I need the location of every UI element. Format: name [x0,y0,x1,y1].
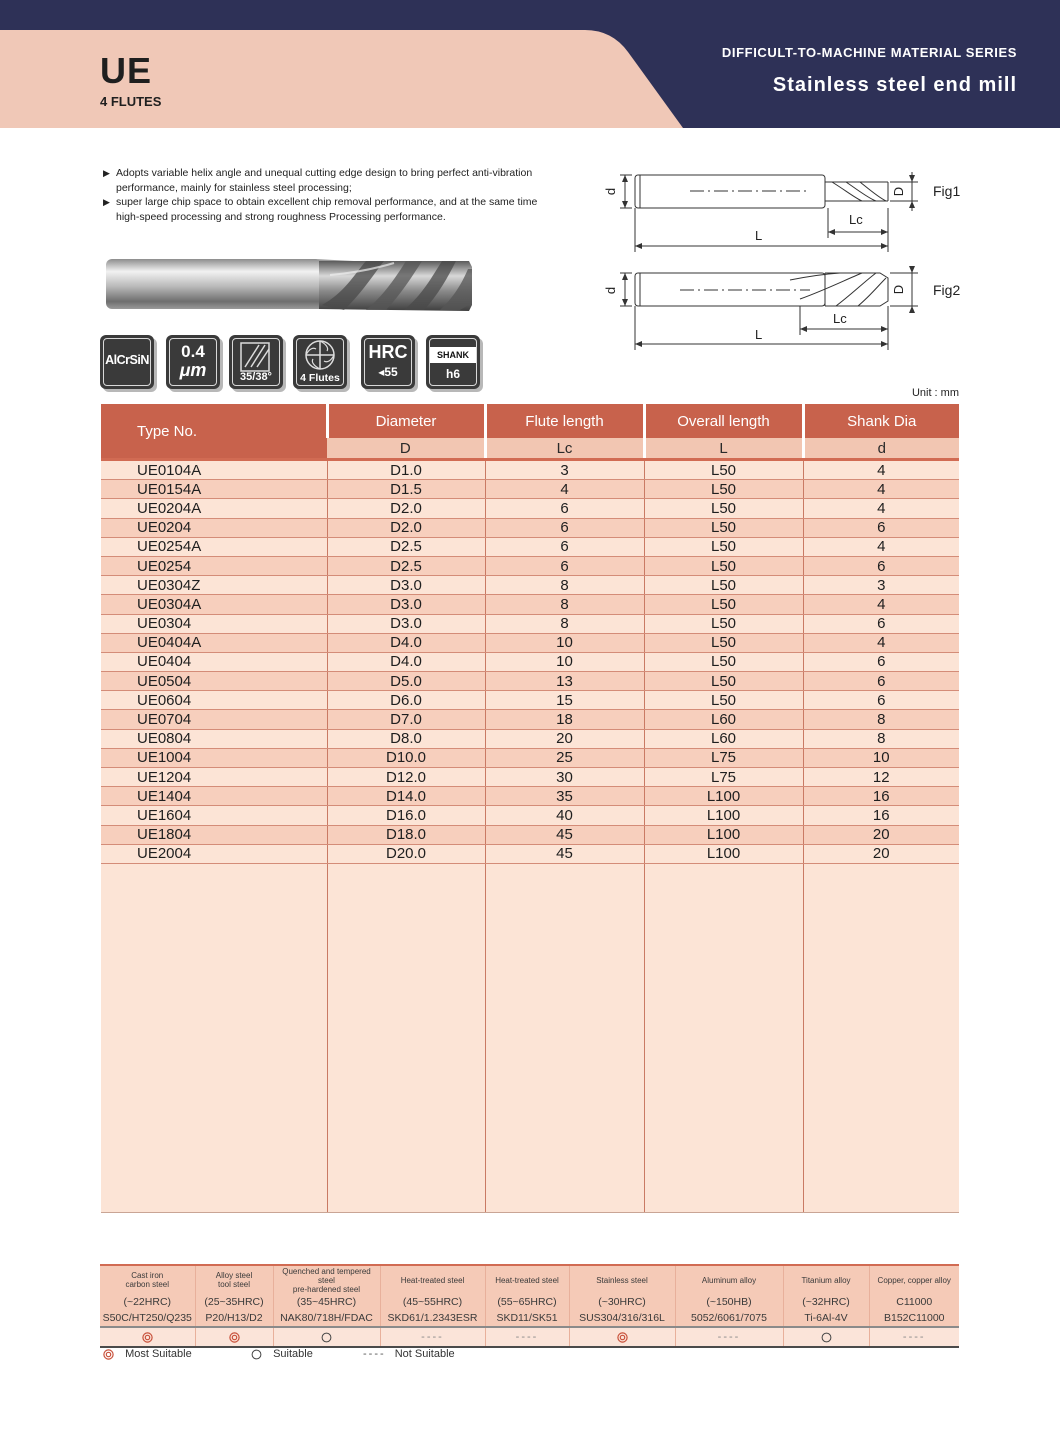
cell-overall-length: L60 [644,710,803,729]
material-grades: S50C/HT250/Q235 [100,1310,195,1327]
table-row [101,787,959,806]
cell-type-no: UE0204A [101,499,327,518]
cell-diameter: D7.0 [327,710,485,729]
material-hardness-row [100,1294,959,1310]
material-name: Alloy steel tool steel [195,1265,273,1294]
material-hardness: (~32HRC) [783,1294,869,1310]
cell-type-no: UE0604 [101,691,327,710]
cell-flute-length: 45 [485,825,644,844]
material-hardness: (~22HRC) [100,1294,195,1310]
cell-type-no: UE0504 [101,672,327,691]
cell-shank-dia: 6 [803,556,959,575]
cell-diameter: D3.0 [327,614,485,633]
cell-type-no: UE0804 [101,729,327,748]
table-row [101,499,959,518]
cell-shank-dia: 4 [803,595,959,614]
dim-l-label: L [755,228,763,243]
helix-icon [229,339,283,375]
material-name: Stainless steel [569,1265,675,1294]
cell-overall-length: L75 [644,748,803,767]
cell-shank-dia: 3 [803,576,959,595]
cell-type-no: UE1404 [101,787,327,806]
table-row [101,652,959,671]
cell-type-no: UE0304A [101,595,327,614]
dim-l-label: L [755,327,763,342]
suitable-icon [783,1327,869,1347]
bullet-text: super large chip space to obtain excellent chip removal performance, and at the same time high-speed processing and strong roughness Processing performance. [116,196,538,223]
product-name: Stainless steel end mill [772,74,1017,96]
table-row [101,748,959,767]
cell-flute-length: 20 [485,729,644,748]
cell-overall-length: L50 [644,499,803,518]
cell-flute-length: 40 [485,806,644,825]
dimension-figures [600,160,961,365]
material-grades-row [100,1310,959,1327]
bullet-arrow-icon: ▶ [103,197,110,207]
not-suitable-mark: ---- [675,1327,783,1347]
material-hardness: (~150HB) [675,1294,783,1310]
table-row [101,710,959,729]
symbol-d: d [803,438,959,460]
cell-flute-length: 8 [485,614,644,633]
description-bullet [103,195,563,224]
cell-diameter: D18.0 [327,825,485,844]
material-hardness: (35~45HRC) [273,1294,380,1310]
header-diameter: Diameter [327,404,485,438]
cell-diameter: D6.0 [327,691,485,710]
cell-shank-dia: 16 [803,806,959,825]
cell-diameter: D5.0 [327,672,485,691]
cell-shank-dia: 16 [803,787,959,806]
end-mill-illustration [104,253,484,317]
description [103,166,563,224]
cell-diameter: D2.0 [327,499,485,518]
cell-diameter: D14.0 [327,787,485,806]
less-than-icon: ◂ [378,365,385,379]
cell-type-no: UE0154A [101,480,327,499]
cell-diameter: D3.0 [327,595,485,614]
table-row [101,691,959,710]
cell-overall-length: L50 [644,614,803,633]
not-suitable-mark: ---- [380,1327,485,1347]
cell-flute-length: 45 [485,844,644,863]
table-empty-area [101,863,959,1212]
material-name: Heat-treated steel [380,1265,485,1294]
cell-type-no: UE0404A [101,633,327,652]
cell-flute-length: 25 [485,748,644,767]
material-name: Copper, copper alloy [869,1265,959,1294]
material-hardness: (55~65HRC) [485,1294,569,1310]
table-row [101,672,959,691]
cell-overall-length: L50 [644,537,803,556]
cell-type-no: UE1004 [101,748,327,767]
cell-type-no: UE0254 [101,556,327,575]
most-suitable-icon [569,1327,675,1347]
cell-overall-length: L50 [644,480,803,499]
symbol-D: D [327,438,485,460]
cell-overall-length: L50 [644,595,803,614]
cell-shank-dia: 20 [803,844,959,863]
dim-lc-label: Lc [849,212,863,227]
dim-d-label: d [603,187,619,196]
cell-type-no: UE2004 [101,844,327,863]
material-name: Quenched and tempered steel pre-hardened steel [273,1265,380,1294]
shank-badge: SHANK h6 [426,335,480,389]
material-grades: P20/H13/D2 [195,1310,273,1327]
double-circle-icon [103,1349,114,1360]
material-rating-row [100,1327,959,1347]
cell-shank-dia: 8 [803,710,959,729]
cell-shank-dia: 4 [803,460,959,480]
table-row [101,614,959,633]
header-overall-length: Overall length [644,404,803,438]
dim-D-label: D [891,186,907,197]
cell-overall-length: L60 [644,729,803,748]
cell-shank-dia: 6 [803,614,959,633]
cell-diameter: D2.5 [327,537,485,556]
cell-diameter: D4.0 [327,652,485,671]
table-row [101,806,959,825]
fig2-label: Fig2 [933,282,961,298]
cell-diameter: D2.0 [327,518,485,537]
table-row [101,825,959,844]
legend-suitable-label: Suitable [273,1348,313,1360]
cell-overall-length: L100 [644,806,803,825]
material-grades: B152C11000 [869,1310,959,1327]
legend-most-label: Most Suitable [125,1348,192,1360]
cell-overall-length: L50 [644,460,803,480]
material-hardness: (25~35HRC) [195,1294,273,1310]
header-type-no: Type No. [101,404,327,460]
cell-type-no: UE0104A [101,460,327,480]
cell-type-no: UE0404 [101,652,327,671]
table-row [101,518,959,537]
description-bullet [103,166,563,195]
flutes-badge: 4 Flutes [293,335,347,389]
cell-flute-length: 15 [485,691,644,710]
cell-shank-dia: 10 [803,748,959,767]
cell-overall-length: L100 [644,825,803,844]
cell-diameter: D2.5 [327,556,485,575]
legend-not-label: Not Suitable [394,1348,455,1360]
material-grades: NAK80/718H/FDAC [273,1310,380,1327]
cell-shank-dia: 4 [803,499,959,518]
flutes-subtitle: 4 FLUTES [100,94,162,109]
cell-flute-length: 8 [485,595,644,614]
material-name: Cast iron carbon steel [100,1265,195,1294]
cell-type-no: UE0304 [101,614,327,633]
material-grades: 5052/6061/7075 [675,1310,783,1327]
cell-type-no: UE1804 [101,825,327,844]
cell-diameter: D1.5 [327,480,485,499]
material-name: Aluminum alloy [675,1265,783,1294]
cell-shank-dia: 4 [803,633,959,652]
table-row [101,480,959,499]
material-name: Titanium alloy [783,1265,869,1294]
cell-flute-length: 6 [485,499,644,518]
page-header [0,0,1060,128]
cell-type-no: UE0204 [101,518,327,537]
cell-type-no: UE0304Z [101,576,327,595]
cell-overall-length: L50 [644,633,803,652]
cell-shank-dia: 12 [803,768,959,787]
unit-label: Unit : mm [911,387,959,399]
cell-flute-length: 10 [485,652,644,671]
cell-shank-dia: 4 [803,480,959,499]
legend-suitable [251,1348,313,1360]
cell-diameter: D16.0 [327,806,485,825]
table-row [101,556,959,575]
cell-shank-dia: 6 [803,518,959,537]
bullet-arrow-icon: ▶ [103,168,110,178]
cell-diameter: D10.0 [327,748,485,767]
cell-diameter: D4.0 [327,633,485,652]
material-grades: SKD61/1.2343ESR [380,1310,485,1327]
series-code: UE [100,50,153,91]
material-grades: Ti-6Al-4V [783,1310,869,1327]
dash-icon: ---- [363,1348,386,1360]
cell-overall-length: L50 [644,576,803,595]
cell-diameter: D3.0 [327,576,485,595]
cell-flute-length: 8 [485,576,644,595]
cell-overall-length: L100 [644,844,803,863]
header-shank-dia: Shank Dia [803,404,959,438]
cell-overall-length: L75 [644,768,803,787]
cell-diameter: D20.0 [327,844,485,863]
material-hardness: C11000 [869,1294,959,1310]
table-row [101,576,959,595]
cell-diameter: D1.0 [327,460,485,480]
roughness-badge: 0.4 μm [166,335,220,389]
not-suitable-mark: ---- [869,1327,959,1347]
cell-diameter: D12.0 [327,768,485,787]
cell-overall-length: L50 [644,518,803,537]
cell-flute-length: 3 [485,460,644,480]
material-hardness: (~30HRC) [569,1294,675,1310]
suitable-icon [273,1327,380,1347]
dim-lc-label: Lc [833,311,847,326]
table-row [101,768,959,787]
cell-overall-length: L50 [644,556,803,575]
cell-shank-dia: 6 [803,672,959,691]
most-suitable-icon [100,1327,195,1347]
cell-type-no: UE0704 [101,710,327,729]
cell-overall-length: L100 [644,787,803,806]
cell-flute-length: 18 [485,710,644,729]
cell-diameter: D8.0 [327,729,485,748]
cell-type-no: UE1604 [101,806,327,825]
cell-type-no: UE1204 [101,768,327,787]
series-name: DIFFICULT-TO-MACHINE MATERIAL SERIES [721,45,1017,60]
table-row [101,633,959,652]
cell-flute-length: 6 [485,537,644,556]
table-row [101,729,959,748]
cell-shank-dia: 4 [803,537,959,556]
end-mill-photo [104,253,484,322]
most-suitable-icon [195,1327,273,1347]
cell-shank-dia: 6 [803,652,959,671]
hrc-badge: HRC ◂55 [361,335,415,389]
dim-d-label: d [603,286,619,295]
cell-shank-dia: 20 [803,825,959,844]
symbol-L: L [644,438,803,460]
bullet-text: Adopts variable helix angle and unequal cutting edge design to bring perfect anti-vibration performance, mainly for stainless steel processing; [116,167,533,194]
cell-flute-length: 6 [485,518,644,537]
cell-flute-length: 4 [485,480,644,499]
cell-overall-length: L50 [644,652,803,671]
legend-most-suitable [103,1348,192,1360]
material-suitability-table [100,1264,959,1348]
fig1-label: Fig1 [933,183,961,199]
table-row [101,460,959,480]
header-flute-length: Flute length [485,404,644,438]
helix-angle-badge: 35/38° [229,335,283,389]
cell-flute-length: 13 [485,672,644,691]
coating-badge: AlCrSiN [100,335,154,389]
material-grades: SUS304/316/316L [569,1310,675,1327]
cell-flute-length: 6 [485,556,644,575]
legend-not-suitable [363,1348,455,1360]
material-hardness: (45~55HRC) [380,1294,485,1310]
cell-flute-length: 30 [485,768,644,787]
dimension-drawings [600,160,940,360]
material-grades: SKD11/SK51 [485,1310,569,1327]
dim-D-label: D [891,284,907,295]
material-name: Heat-treated steel [485,1265,569,1294]
cell-flute-length: 35 [485,787,644,806]
table-row [101,595,959,614]
spec-table [101,404,959,1213]
material-name-row [100,1265,959,1294]
not-suitable-mark: ---- [485,1327,569,1347]
cell-type-no: UE0254A [101,537,327,556]
symbol-Lc: Lc [485,438,644,460]
cell-overall-length: L50 [644,672,803,691]
table-row [101,844,959,863]
cell-overall-length: L50 [644,691,803,710]
table-row [101,537,959,556]
cell-shank-dia: 8 [803,729,959,748]
circle-icon [251,1349,262,1360]
four-flute-icon [293,338,347,374]
cell-shank-dia: 6 [803,691,959,710]
cell-flute-length: 10 [485,633,644,652]
